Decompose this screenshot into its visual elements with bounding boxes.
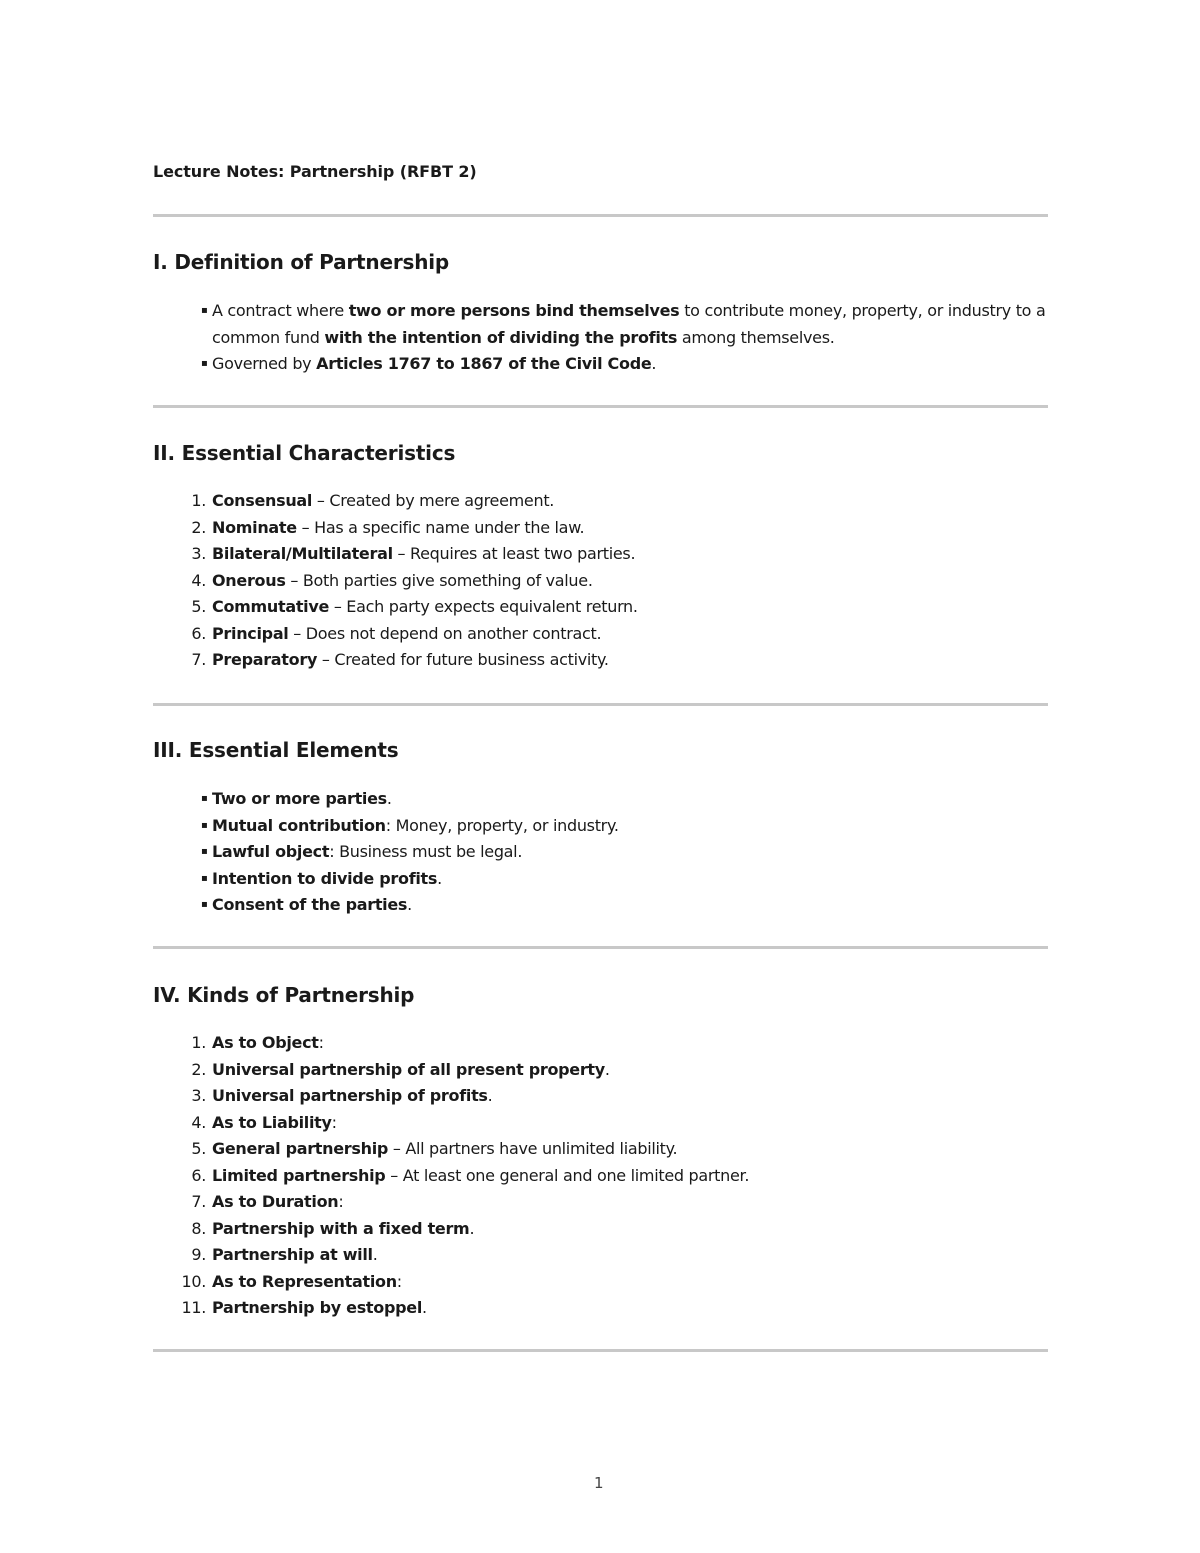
divider bbox=[153, 1349, 1048, 1352]
section-heading-definition: I. Definition of Partnership bbox=[153, 250, 450, 274]
list-item bbox=[153, 298, 1048, 351]
list-item bbox=[153, 1269, 749, 1296]
elements-list bbox=[153, 786, 619, 919]
bold-text: Limited partnership bbox=[212, 1165, 386, 1185]
list-marker: 1. bbox=[191, 1033, 206, 1052]
list-item bbox=[153, 351, 1048, 378]
kinds-list bbox=[153, 1030, 749, 1322]
list-marker: 7. bbox=[191, 650, 206, 669]
bold-text: Articles 1767 to 1867 of the Civil Code bbox=[316, 354, 652, 373]
list-marker: ▪ bbox=[201, 846, 208, 857]
item-text: – Each party expects equivalent return. bbox=[329, 597, 638, 616]
list-item bbox=[153, 541, 638, 568]
item-text: – All partners have unlimited liability. bbox=[388, 1139, 678, 1158]
item-text: – Created for future business activity. bbox=[317, 650, 609, 669]
document-title: Lecture Notes: Partnership (RFBT 2) bbox=[153, 162, 477, 181]
item-text: Governed by bbox=[212, 354, 317, 373]
list-marker: ▪ bbox=[201, 358, 208, 369]
item-text: – Both parties give something of value. bbox=[285, 570, 593, 590]
item-text: . bbox=[386, 789, 392, 808]
item-text: : Money, property, or industry. bbox=[385, 815, 619, 835]
item-text: . bbox=[407, 895, 412, 914]
bold-text: As to Representation bbox=[212, 1271, 397, 1291]
bold-text: As to Liability bbox=[212, 1112, 332, 1132]
item-text: : bbox=[331, 1112, 337, 1132]
bold-text: Onerous bbox=[212, 570, 286, 590]
list-marker: 10. bbox=[181, 1271, 206, 1291]
list-marker: 6. bbox=[191, 623, 206, 643]
bold-text: Mutual contribution bbox=[212, 815, 386, 835]
list-marker: 1. bbox=[191, 491, 206, 510]
item-text: – Does not depend on another contract. bbox=[288, 623, 602, 643]
list-marker: 7. bbox=[191, 1192, 206, 1211]
list-marker: 9. bbox=[191, 1245, 206, 1264]
bold-text: As to Duration bbox=[212, 1192, 339, 1211]
bold-text: Preparatory bbox=[212, 650, 318, 669]
list-item bbox=[153, 1163, 749, 1190]
item-text: . bbox=[372, 1245, 378, 1264]
list-item bbox=[153, 647, 638, 674]
divider bbox=[153, 703, 1048, 706]
list-item bbox=[153, 813, 619, 840]
list-item bbox=[153, 1136, 749, 1163]
item-text: : Business must be legal. bbox=[329, 842, 523, 861]
bold-text: Intention to divide profits bbox=[212, 868, 438, 888]
item-text: : bbox=[338, 1192, 344, 1211]
item-text: – Has a specific name under the law. bbox=[296, 517, 585, 537]
characteristics-list bbox=[153, 488, 638, 674]
list-marker: ▪ bbox=[201, 819, 208, 831]
item-text: – Requires at least two parties. bbox=[392, 544, 636, 563]
list-marker: 6. bbox=[191, 1165, 206, 1185]
item-text: – At least one general and one limited partner. bbox=[385, 1165, 750, 1185]
list-item bbox=[153, 1189, 749, 1216]
item-text: to contribute money, property, or industry to a common fund bbox=[212, 301, 1046, 347]
list-item bbox=[153, 488, 638, 515]
bold-text: Nominate bbox=[212, 517, 297, 537]
bold-text: Consensual bbox=[212, 491, 313, 510]
list-item bbox=[153, 1057, 749, 1084]
list-item bbox=[153, 1030, 749, 1057]
bold-text: Partnership by estoppel bbox=[212, 1298, 422, 1317]
list-item bbox=[153, 568, 638, 595]
bold-text: Principal bbox=[212, 623, 289, 643]
list-marker: 11. bbox=[181, 1298, 206, 1317]
list-marker: 2. bbox=[191, 517, 206, 537]
item-text: . bbox=[604, 1059, 610, 1079]
list-item bbox=[153, 1216, 749, 1243]
divider bbox=[153, 946, 1048, 949]
list-marker: 8. bbox=[191, 1218, 206, 1238]
list-item bbox=[153, 839, 619, 866]
item-text: : bbox=[396, 1271, 402, 1291]
bold-text: two or more persons bind themselves bbox=[348, 301, 680, 320]
list-item bbox=[153, 786, 619, 813]
bold-text: with the intention of dividing the profits bbox=[324, 327, 678, 347]
section-heading-characteristics: II. Essential Characteristics bbox=[153, 441, 456, 465]
page-number: 1 bbox=[594, 1474, 604, 1492]
list-marker: 3. bbox=[191, 1086, 206, 1105]
item-text: . bbox=[487, 1086, 493, 1105]
bold-text: Universal partnership of profits bbox=[212, 1086, 488, 1105]
list-marker: ▪ bbox=[201, 899, 208, 910]
bold-text: Partnership with a fixed term bbox=[212, 1218, 470, 1238]
list-marker: ▪ bbox=[201, 872, 208, 884]
item-text: : bbox=[318, 1033, 324, 1052]
item-text: . bbox=[469, 1218, 475, 1238]
list-item bbox=[153, 594, 638, 621]
item-text: . bbox=[422, 1298, 427, 1317]
list-item bbox=[153, 866, 619, 893]
bold-text: Universal partnership of all present property bbox=[212, 1059, 605, 1079]
list-marker: 5. bbox=[191, 597, 206, 616]
list-item bbox=[153, 892, 619, 919]
item-text: A contract where bbox=[212, 301, 349, 320]
divider bbox=[153, 405, 1048, 408]
section-heading-elements: III. Essential Elements bbox=[153, 738, 399, 762]
list-marker: 3. bbox=[191, 544, 206, 563]
document-page bbox=[153, 0, 1048, 1553]
bold-text: Lawful object bbox=[212, 842, 330, 861]
list-item bbox=[153, 1242, 749, 1269]
list-item bbox=[153, 1083, 749, 1110]
bold-text: Bilateral/Multilateral bbox=[212, 544, 393, 563]
list-item bbox=[153, 515, 638, 542]
bold-text: Two or more parties bbox=[212, 789, 387, 808]
bold-text: Commutative bbox=[212, 597, 330, 616]
list-marker: 4. bbox=[191, 570, 206, 590]
item-text: – Created by mere agreement. bbox=[312, 491, 555, 510]
list-marker: 5. bbox=[191, 1139, 206, 1158]
divider bbox=[153, 214, 1048, 217]
list-marker: 4. bbox=[191, 1112, 206, 1132]
list-marker: ▪ bbox=[201, 305, 208, 316]
item-text: among themselves. bbox=[677, 327, 835, 347]
bold-text: Consent of the parties bbox=[212, 895, 408, 914]
item-text: . bbox=[437, 868, 442, 888]
list-item bbox=[153, 621, 638, 648]
item-text: . bbox=[651, 354, 657, 373]
list-marker: ▪ bbox=[201, 793, 208, 804]
bold-text: General partnership bbox=[212, 1139, 389, 1158]
bold-text: As to Object bbox=[212, 1033, 319, 1052]
definition-list bbox=[153, 298, 1048, 378]
section-heading-kinds: IV. Kinds of Partnership bbox=[153, 983, 415, 1007]
list-item bbox=[153, 1110, 749, 1137]
list-item bbox=[153, 1295, 749, 1322]
bold-text: Partnership at will bbox=[212, 1245, 373, 1264]
list-marker: 2. bbox=[191, 1059, 206, 1079]
